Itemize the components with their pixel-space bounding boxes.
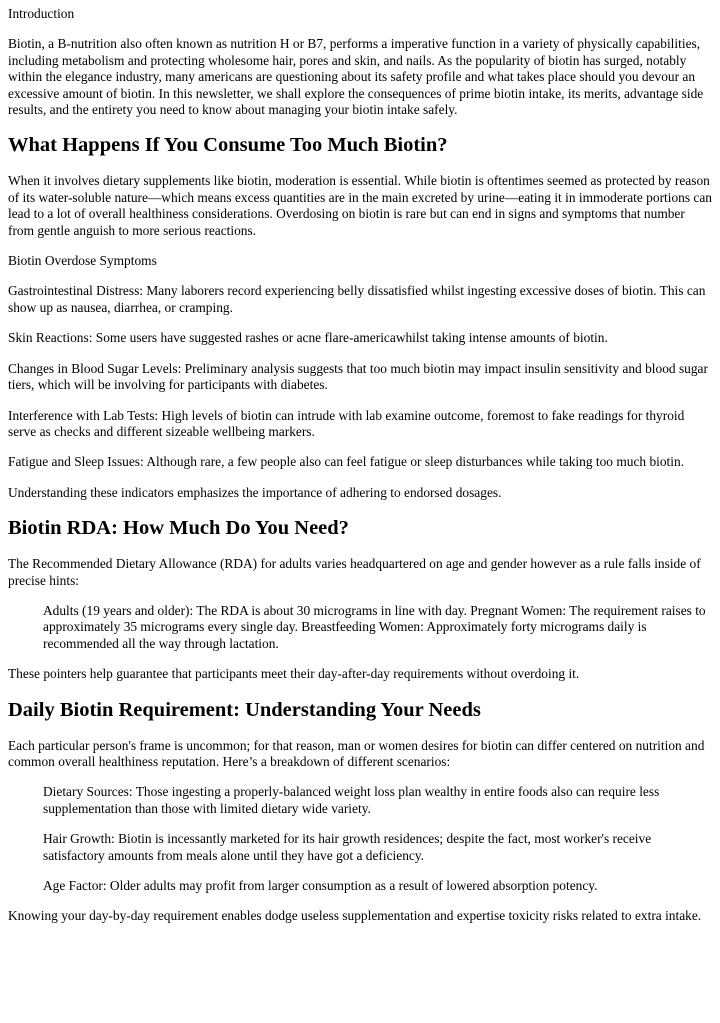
symptom-item: Gastrointestinal Distress: Many laborers record experiencing belly dissatisfied whilst ingesting excessive doses of biotin. This can show up as nausea, diarrhea, or cramping.	[8, 283, 706, 315]
symptom-item: Interference with Lab Tests: High levels of biotin can intrude with lab examine outcome, foremost to fake readings for thyroid serve as checks and different sizeable wellbeing markers.	[8, 407, 685, 439]
rda-quote-text: Adults (19 years and older): The RDA is about 30 micrograms in line with day. Pregnant Women: The requirement raises to approximately 35 micrograms every single day. Breastfeeding Women: Approximately forty micrograms daily is recommended all the way through lactation.	[43, 602, 706, 651]
section-heading-overdose: What Happens If You Consume Too Much Biotin?	[8, 134, 448, 157]
scenario-item: Hair Growth: Biotin is incessantly marketed for its hair growth residences; despite the fact, most worker's receive satisfactory amounts from meals alone until they have got a deficiency.	[43, 831, 652, 863]
scenario-item: Dietary Sources: Those ingesting a properly-balanced weight loss plan wealthy in entire foods also can require less supplementation than those with limited dietary wide variety.	[43, 784, 660, 816]
rda-paragraph: The Recommended Dietary Allowance (RDA) for adults varies headquartered on age and gender however as a rule falls inside of precise hints:	[8, 556, 701, 588]
section-heading-rda: Biotin RDA: How Much Do You Need?	[8, 517, 349, 540]
symptoms-closing: Understanding these indicators emphasizes the importance of adhering to endorsed dosages.	[8, 484, 502, 500]
daily-closing: Knowing your day-by-day requirement enables dodge useless supplementation and expertise toxicity risks related to extra intake.	[8, 908, 702, 924]
section-heading-daily: Daily Biotin Requirement: Understanding Your Needs	[8, 698, 481, 721]
symptom-item: Fatigue and Sleep Issues: Although rare, a few people also can feel fatigue or sleep disturbances while taking too much biotin.	[8, 454, 685, 470]
overdose-paragraph: When it involves dietary supplements like biotin, moderation is essential. While biotin is oftentimes seemed as protected by reason of its water-soluble nature—which means excess quantities are in the main excreted by urine—eating it in immoderate portions can lead to a lot of overall healthiness considerations. Overdosing on biotin is rare but can end in signs and symptoms that number from gentle anguish to more serious reactions.	[8, 173, 713, 238]
scenarios-quote	[43, 784, 712, 894]
symptoms-subheading: Biotin Overdose Symptoms	[8, 253, 157, 269]
rda-closing: These pointers help guarantee that participants meet their day-after-day requirements without overdoing it.	[8, 666, 580, 682]
daily-paragraph: Each particular person's frame is uncommon; for that reason, man or women desires for biotin can differ centered on nutrition and common overall healthiness reputation. Here’s a breakdown of different scenarios:	[8, 737, 705, 769]
intro-paragraph: Biotin, a B-nutrition also often known as nutrition H or B7, performs a imperative function in a variety of physically capabilities, including metabolism and protecting wholesome hair, pores and skin, and nails. As the popularity of biotin has surged, notably within the elegance industry, many americans are questioning about its safety profile and what takes place should you devour an excessive amount of biotin. In this newsletter, we shall explore the consequences of prime biotin intake, its merits, advantage side results, and the entirety you need to know about managing your biotin intake safely.	[8, 36, 704, 118]
symptom-item: Skin Reactions: Some users have suggested rashes or acne flare-americawhilst taking intense amounts of biotin.	[8, 330, 608, 346]
rda-quote	[43, 603, 712, 652]
symptom-item: Changes in Blood Sugar Levels: Preliminary analysis suggests that too much biotin may impact insulin sensitivity and blood sugar tiers, which will be involving for participants with diabetes.	[8, 360, 708, 393]
intro-label: Introduction	[8, 6, 75, 21]
scenario-item: Age Factor: Older adults may profit from larger consumption as a result of lowered absorption potency.	[43, 878, 598, 893]
article	[0, 6, 720, 925]
